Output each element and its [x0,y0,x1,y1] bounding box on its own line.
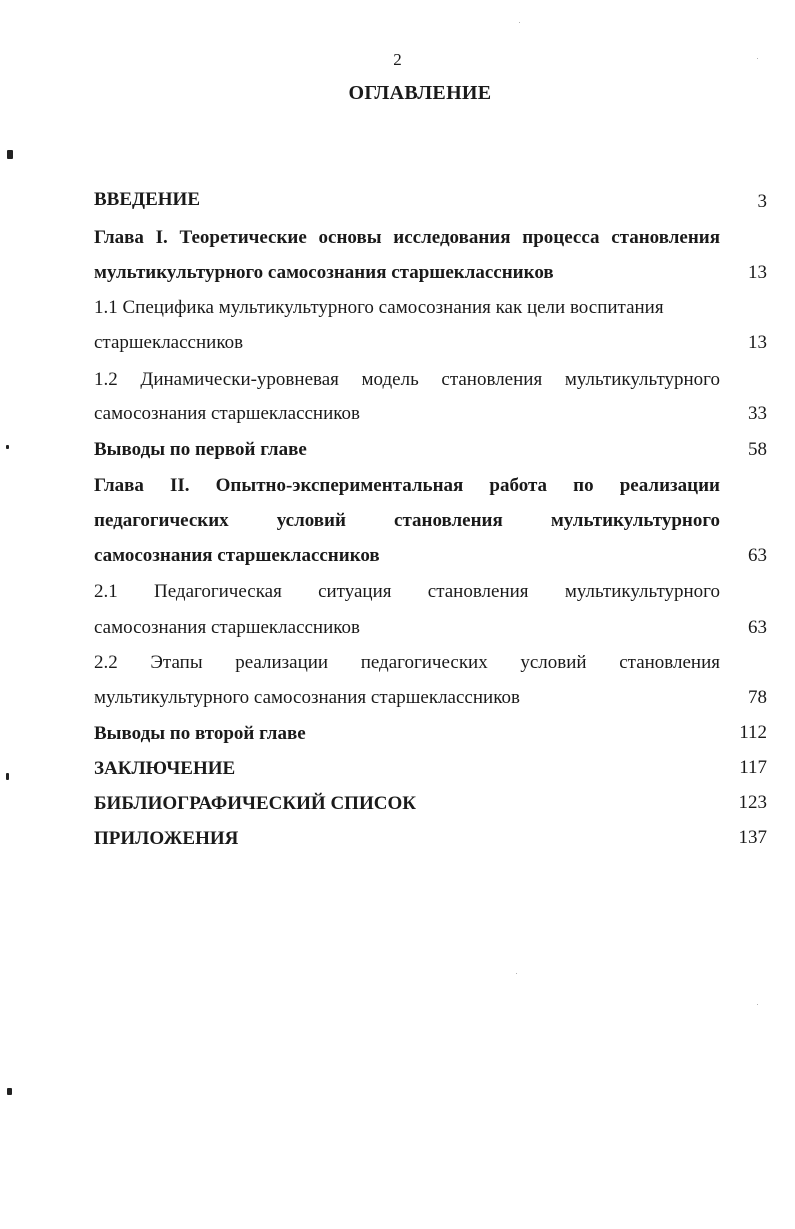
scan-speck [757,1004,758,1005]
toc-conclusions2-label: Выводы по второй главе [94,723,306,744]
toc-bibliography-label: БИБЛИОГРАФИЧЕСКИЙ СПИСОК [94,793,417,814]
toc-section1-1-line1: 1.1 Специфика мультикультурного самосознания как цели воспитания [94,297,664,318]
toc-bibliography-page: 123 [738,792,767,813]
toc-chapter2-page: 63 [748,545,767,566]
scan-speck [6,445,9,449]
toc-section2-1-page: 63 [748,617,767,638]
page-title: ОГЛАВЛЕНИЕ [348,82,492,104]
toc-section1-2-line2: самосознания старшеклассников [94,403,361,424]
scan-speck [519,22,520,23]
page-number: 2 [393,50,402,69]
toc-intro-page: 3 [757,191,767,212]
toc-conclusion-page: 117 [739,757,767,778]
toc-section2-1-line1: 2.1 Педагогическая ситуация становления мультикультурного [94,581,720,602]
toc-chapter1-line2: мультикультурного самосознания старшеклассников [94,262,554,283]
scan-speck [7,1088,12,1095]
toc-appendices-page: 137 [738,827,767,848]
toc-section2-1-line2: самосознания старшеклассников [94,617,361,638]
scan-speck [7,150,13,159]
toc-section2-2-line2: мультикультурного самосознания старшеклассников [94,687,520,708]
toc-conclusions2-page: 112 [739,722,767,743]
toc-chapter2-line1: Глава II. Опытно-экспериментальная работа по реализации [94,475,720,496]
toc-conclusions1-page: 58 [748,439,767,460]
toc-section1-1-line2: старшеклассников [94,332,244,353]
toc-section1-1-page: 13 [748,332,767,353]
toc-chapter2-line2: педагогических условий становления мультикультурного [94,510,720,531]
toc-chapter1-line1: Глава I. Теоретические основы исследования процесса становления [94,227,720,248]
scan-speck [757,58,758,59]
scan-speck [6,773,9,780]
toc-chapter1-page: 13 [748,262,767,283]
toc-section1-2-line1: 1.2 Динамически-уровневая модель становления мультикультурного [94,369,720,390]
toc-chapter2-line3: самосознания старшеклассников [94,545,380,566]
toc-section2-2-page: 78 [748,687,767,708]
toc-intro-label: ВВЕДЕНИЕ [94,189,200,210]
toc-section2-2-line1: 2.2 Этапы реализации педагогических условий становления [94,652,720,673]
toc-appendices-label: ПРИЛОЖЕНИЯ [94,828,239,849]
scan-speck [516,973,517,974]
toc-conclusion-label: ЗАКЛЮЧЕНИЕ [94,758,236,779]
toc-conclusions1-label: Выводы по первой главе [94,439,307,460]
toc-section1-2-page: 33 [748,403,767,424]
